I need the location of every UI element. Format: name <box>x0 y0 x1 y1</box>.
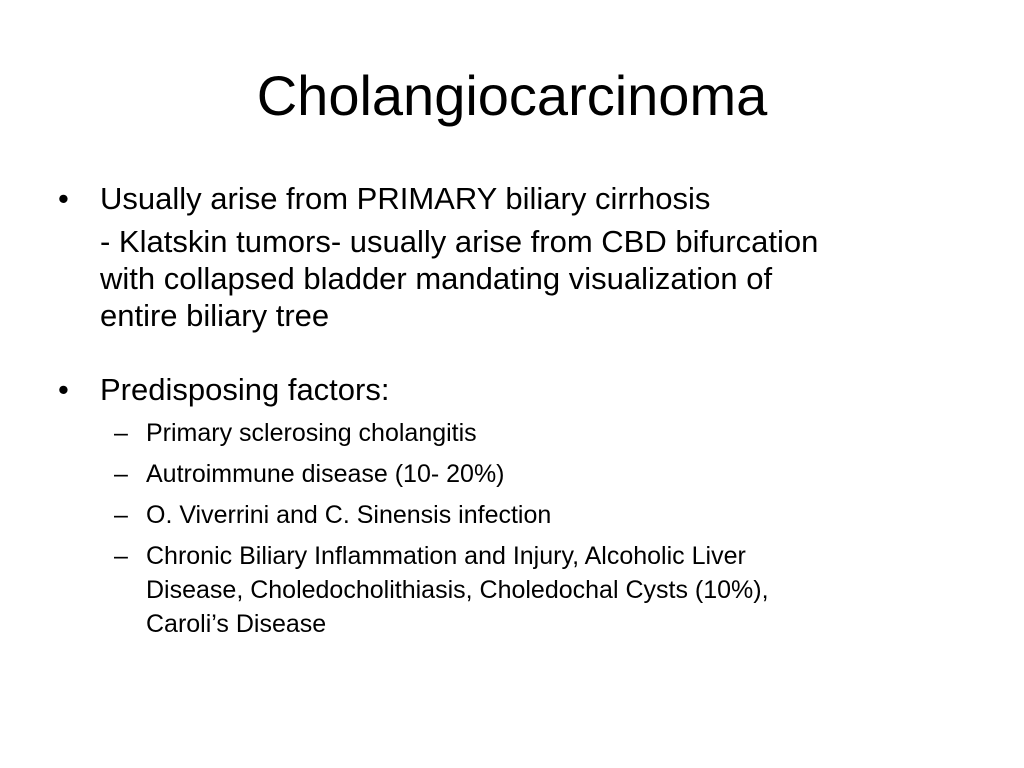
slide-body <box>56 180 976 641</box>
slide-title: Cholangiocarcinoma <box>256 64 768 127</box>
bullet-1 <box>56 180 976 217</box>
sub-bullet-2 <box>56 457 976 491</box>
sub-bullet-1-text: Primary sclerosing cholangitis <box>146 419 477 447</box>
sub-bullet-line: Chronic Biliary Inflammation and Injury, Alcoholic Liver <box>146 542 746 570</box>
sub-bullet-line: Disease, Choledocholithiasis, Choledochal Cysts (10%), <box>146 576 769 604</box>
sub-bullet-3 <box>56 498 976 532</box>
bullet-marker: • <box>58 372 69 407</box>
dash-marker: – <box>114 460 128 488</box>
bullet-1-text: Usually arise from PRIMARY biliary cirrhosis <box>100 181 711 216</box>
spacer <box>56 334 976 371</box>
sub-bullet-2-text: Autroimmune disease (10- 20%) <box>146 460 505 488</box>
sub-bullet-4 <box>56 539 976 641</box>
subtext-line: entire biliary tree <box>100 298 330 333</box>
dash-marker: – <box>114 419 128 447</box>
bullet-1-subtext <box>56 223 976 334</box>
bullet-2-text: Predisposing factors: <box>100 372 390 407</box>
subtext-line: - Klatskin tumors- usually arise from CBD bifurcation <box>100 224 819 259</box>
sub-bullet-line: Caroli’s Disease <box>146 610 327 638</box>
bullet-marker: • <box>58 181 69 216</box>
sub-bullet-1 <box>56 416 976 450</box>
sub-bullet-3-text: O. Viverrini and C. Sinensis infection <box>146 501 552 529</box>
subtext-line: with collapsed bladder mandating visualization of <box>100 261 773 296</box>
bullet-2 <box>56 371 976 408</box>
dash-marker: – <box>114 501 128 529</box>
sub-bullet-4-text <box>146 539 976 641</box>
dash-marker: – <box>114 542 128 570</box>
